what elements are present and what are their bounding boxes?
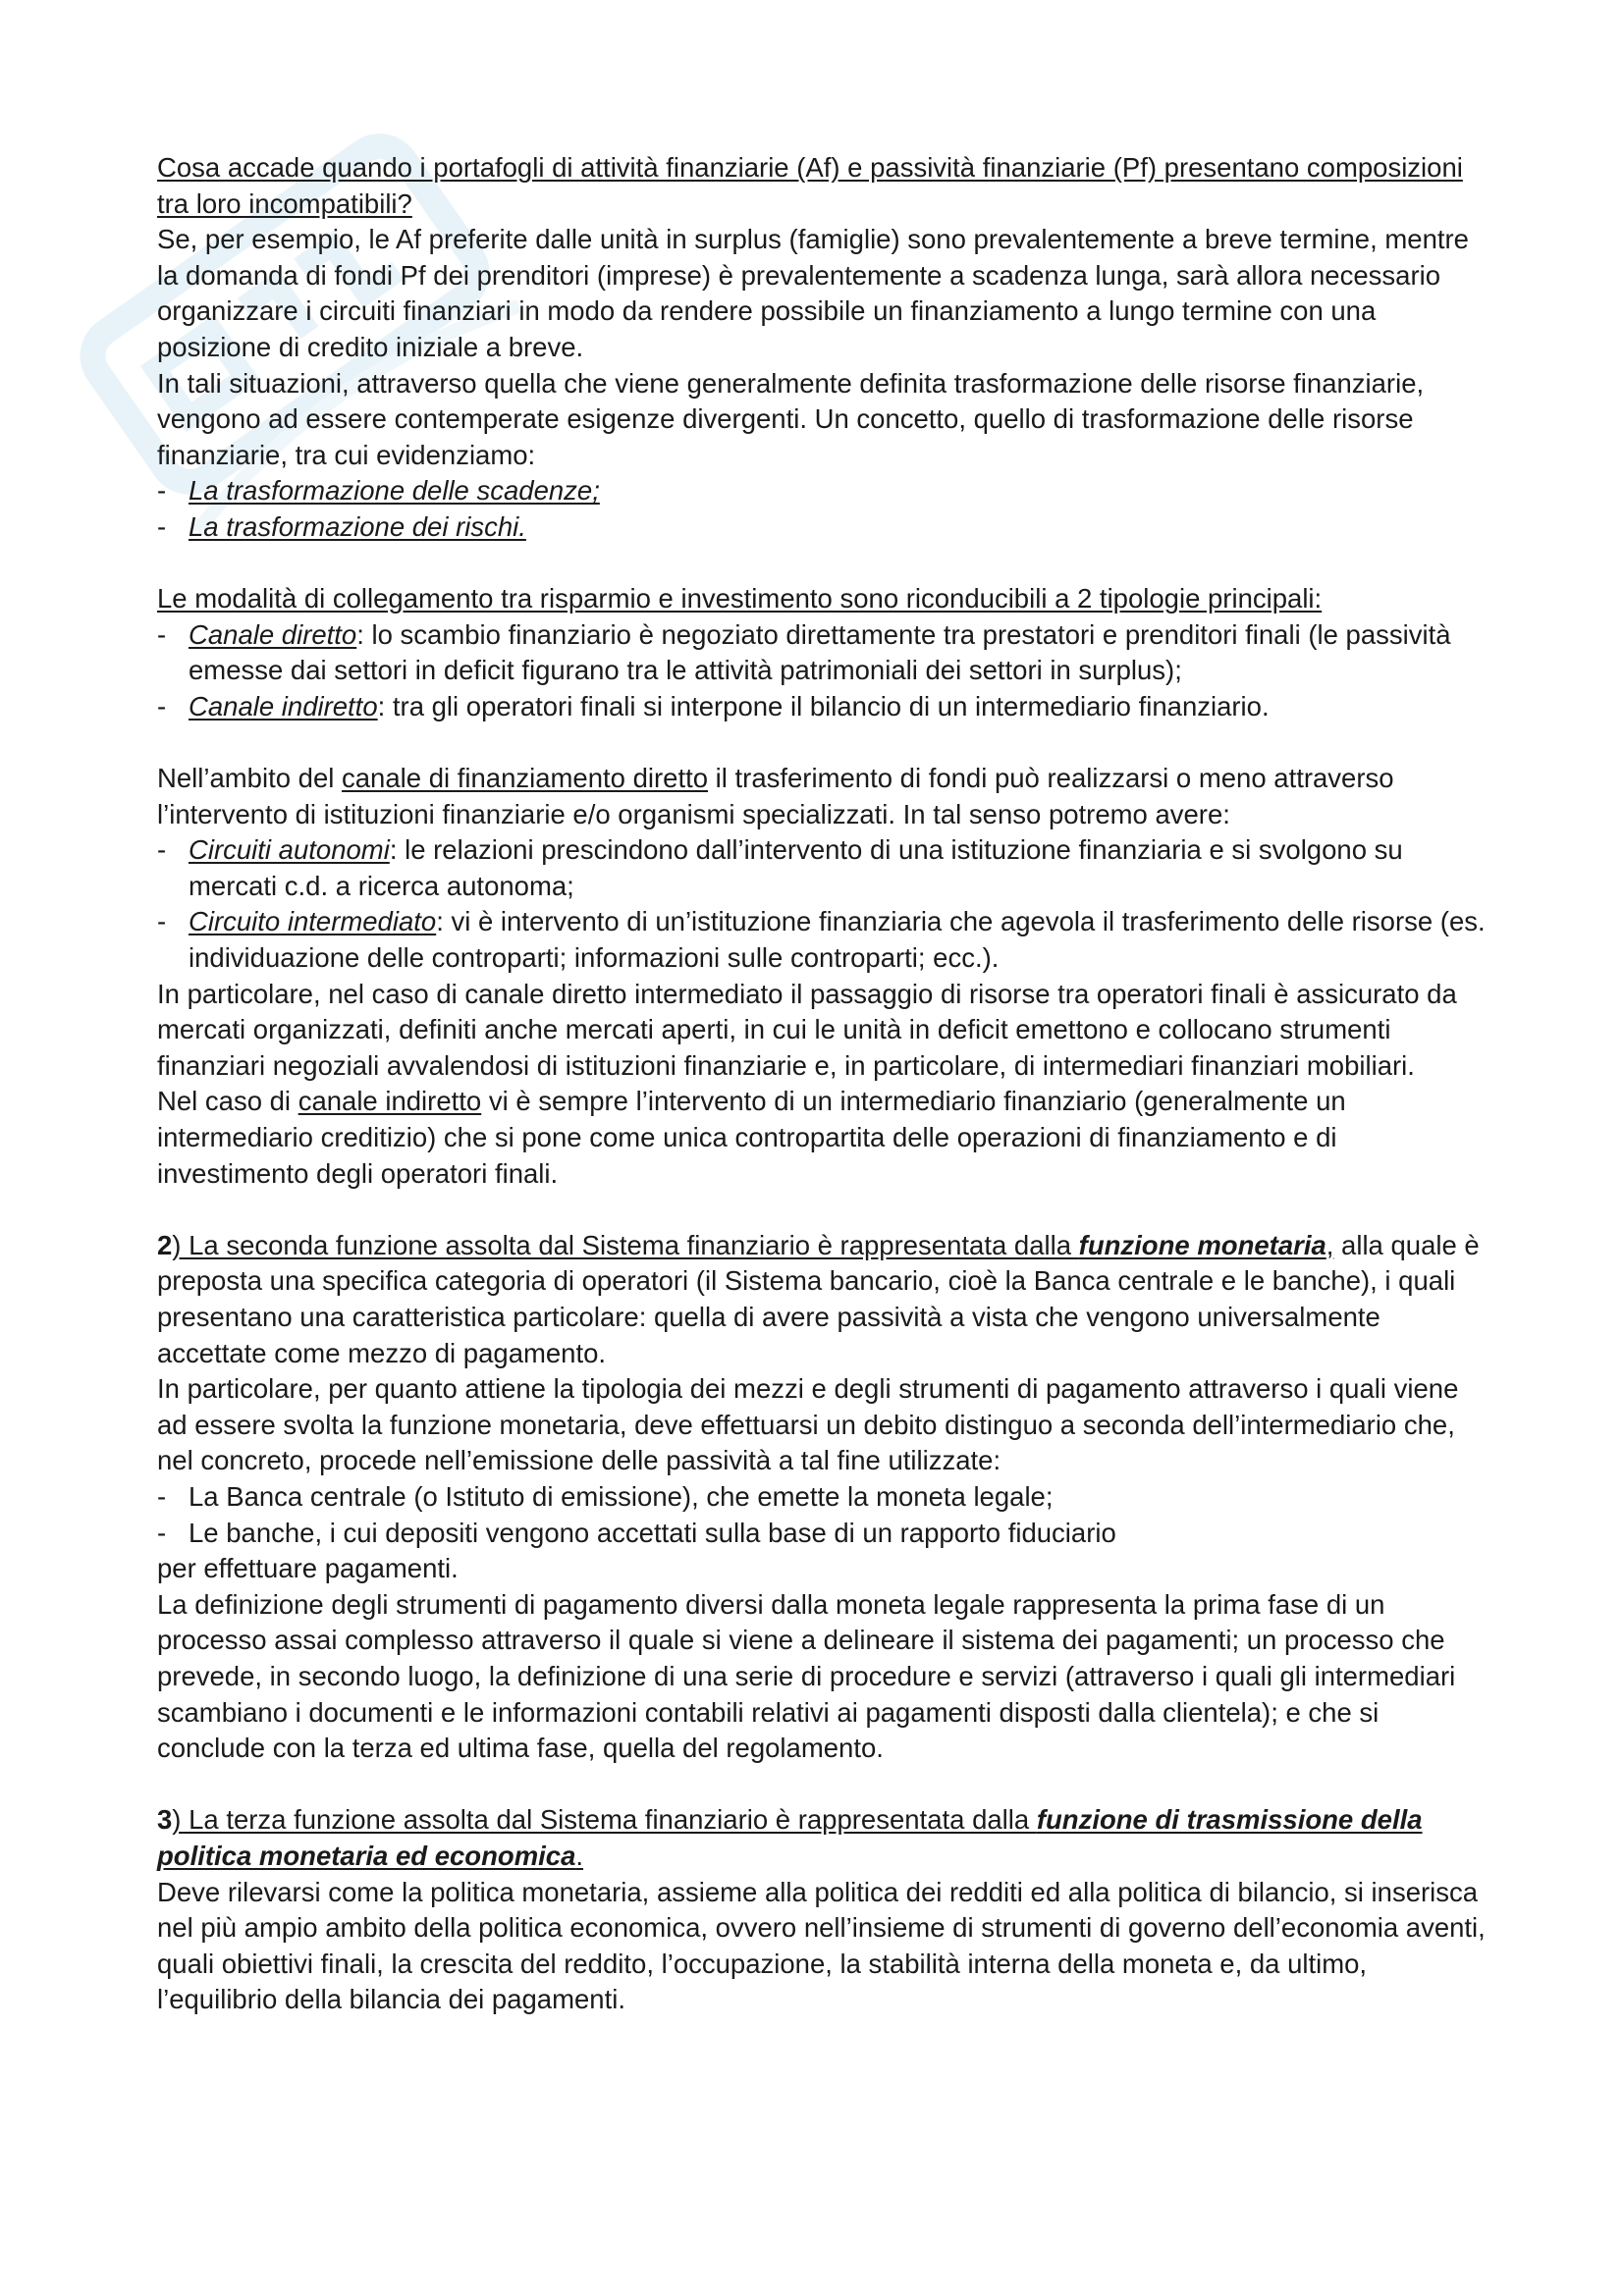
indiretto-paragraph: Nel caso di canale indiretto vi è sempre l’intervento di un intermediario finanziario (generalmente un intermediario creditizio) che si pone come unica contropartita delle operazioni di finanziamento e di investimento degli operatori finali.	[157, 1086, 1346, 1189]
funzione-monetaria-paragraph: 2) La seconda funzione assolta dal Sistema finanziario è rappresentata dalla funzione monetaria, alla quale è preposta una specifica categoria di operatori (il Sistema bancario, cioè la Banca centrale e le banche), i quali presentano una caratteristica particolare: quella di avere passività a vista che vengono universalmente accettate come mezzo di pagamento.	[157, 1229, 1480, 1368]
emittenti-list	[157, 1479, 1492, 1551]
diretto-paragraph: Nell’ambito del canale di finanziamento diretto il trasferimento di fondi può realizzarsi o meno attraverso l’intervento di istituzioni finanziarie e/o organismi specializzati. In tal senso potremo avere:	[157, 763, 1394, 829]
trasformazione-list	[157, 473, 1492, 545]
funzione-trasmissione-heading: 3) La terza funzione assolta dal Sistema finanziario è rappresentata dalla funzione di trasmissione della politica monetaria ed economica.	[157, 1804, 1423, 1871]
intro-paragraph-1: Se, per esempio, le Af preferite dalle unità in surplus (famiglie) sono prevalentemente a breve termine, mentre la domanda di fondi Pf dei prenditori (imprese) è prevalentemente a scadenza lunga, sarà allora necessario organizzare i circuiti finanziari in modo da rendere possibile un finanziamento a lungo termine con una posizione di credito iniziale a breve.	[157, 224, 1469, 362]
intro-question: Cosa accade quando i portafogli di attività finanziarie (Af) e passività finanziarie (Pf) presentano composizioni tra loro incompatibili?	[157, 152, 1463, 219]
sistema-pagamenti-paragraph: La definizione degli strumenti di pagamento diversi dalla moneta legale rappresenta la prima fase di un processo assai complesso attraverso il quale si viene a delineare il sistema dei pagamenti; un processo che prevede, in secondo luogo, la definizione di una serie di procedure e servizi (attraverso i quali gli intermediari scambiano i documenti e le informazioni contabili relativi ai pagamenti disposti dalla clientela); e che si conclude con la terza ed ultima fase, quella del regolamento.	[157, 1588, 1456, 1764]
list-item: - Circuito intermediato: vi è intervento di un’istituzione finanziaria che agevola il trasferimento delle risorse (es. individuazione delle controparti; informazioni sulle controparti; ecc.).	[157, 904, 1492, 976]
list-item: - Canale indiretto: tra gli operatori finali si interpone il bilancio di un intermediario finanziario.	[157, 689, 1492, 725]
document-page	[157, 150, 1492, 2018]
funzione-monetaria-paragraph-2: In particolare, per quanto attiene la tipologia dei mezzi e degli strumenti di pagamento attraverso i quali viene ad essere svolta la funzione monetaria, deve effettuarsi un debito distinguo a seconda dell’intermediario che, nel concreto, procede nell’emissione delle passività a tal fine utilizzate:	[157, 1373, 1459, 1476]
list-item: - La trasformazione delle scadenze;	[157, 473, 1492, 509]
circuiti-list	[157, 832, 1492, 976]
list-item: - Le banche, i cui depositi vengono accettati sulla base di un rapporto fiduciario	[157, 1516, 1492, 1552]
canali-list	[157, 617, 1492, 725]
intro-paragraph-2: In tali situazioni, attraverso quella che viene generalmente definita trasformazione delle risorse finanziarie, vengono ad essere contemperate esigenze divergenti. Un concetto, quello di trasformazione delle risorse finanziarie, tra cui evidenziamo:	[157, 367, 1425, 470]
diretto-intermediato-paragraph: In particolare, nel caso di canale diretto intermediato il passaggio di risorse tra operatori finali è assicurato da mercati organizzati, definiti anche mercati aperti, in cui le unità in deficit emettono e collocano strumenti finanziari negoziali avvalendosi di istituzioni finanziarie e, in particolare, di intermediari finanziari mobiliari.	[157, 978, 1457, 1081]
list-item: - Circuiti autonomi: le relazioni prescindono dall’intervento di una istituzione finanziaria e si svolgono su mercati c.d. a ricerca autonoma;	[157, 832, 1492, 904]
collegamento-heading: Le modalità di collegamento tra risparmio e investimento sono riconducibili a 2 tipologie principali:	[157, 583, 1323, 614]
list-item: - Canale diretto: lo scambio finanziario è negoziato direttamente tra prestatori e prenditori finali (le passività emesse dai settori in deficit figurano tra le attività patrimoniali dei settori in surplus);	[157, 617, 1492, 689]
list-continuation: per effettuare pagamenti.	[157, 1553, 459, 1584]
funzione-trasmissione-paragraph: Deve rilevarsi come la politica monetaria, assieme alla politica dei redditi ed alla politica di bilancio, si inserisca nel più ampio ambito della politica economica, ovvero nell’insieme di strumenti di governo dell’economia aventi, quali obiettivi finali, la crescita del reddito, l’occupazione, la stabilità interna della moneta e, da ultimo, l’equilibrio della bilancia dei pagamenti.	[157, 1876, 1486, 2015]
list-item: - La Banca centrale (o Istituto di emissione), che emette la moneta legale;	[157, 1479, 1492, 1516]
list-item: - La trasformazione dei rischi.	[157, 509, 1492, 546]
